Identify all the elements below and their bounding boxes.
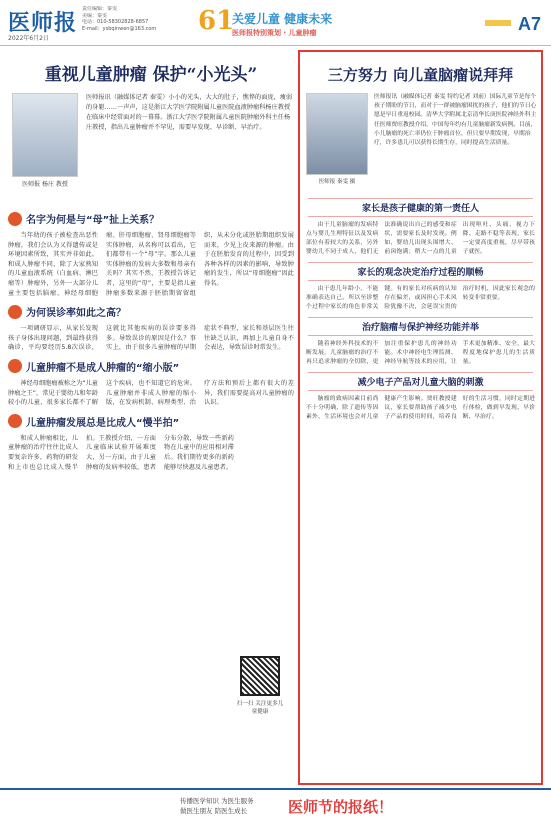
section-title: 儿童肿瘤发展总是比成人“慢半拍” — [26, 417, 180, 429]
paragraph: 当年幼的孩子被检查出恶性肿瘤，我们会认为又得遗传或是环境因素所致，其实并非如此。和成人肿瘤不同，除了大家熟知的儿童血液系统（白血病、淋巴瘤等）肿瘤外，另外一大部分儿童主要包括脑瘤、神经母细胞瘤、肝母细胞瘤、肾母细胞瘤等实体肿瘤，从名称可以看出，它们都带有一个“母”字。那么儿童实体肿瘤的发病大多数和母亲有关吗？其实不然，王教授告诉记者，这里的“母”，主要是指儿童肿瘤多数来源于胚胎期留留组织，从未分化或胚胎期组织发展而来，少见上皮来源的肿瘤。由于在胚胎发育的过程中，因受到各种各样的因素的影响，导致肿瘤的发生，所以“母细胞瘤”因此得名。 — [8, 232, 294, 297]
right-section-heading: 家长是孩子健康的第一责任人 — [308, 198, 533, 217]
slogan-line: 传播医学知识 为医生服务 — [180, 797, 254, 805]
right-section-body — [306, 340, 535, 367]
paragraph: 脑瘤的致病因素目前尚不十分明确，除了遗传等因素外，生活环境也会对儿童健康产生影响。贾旺教授建议，家长要帮助孩子减少电子产品的使用时间，培养良好的生活习惯，同时定期进行体检，做到早发现、早诊断、早治疗。 — [306, 396, 535, 420]
editor-line: 电话：010-58302828-6857 — [82, 19, 149, 25]
right-article-highlighted — [298, 50, 543, 785]
page-number-bar — [485, 20, 511, 26]
paragraph: 一项调研显示，从家长发现孩子身体出现问题，到最终获得确诊，平均要经历5.8次误诊，这就比其他疾病的误诊要多得多。导致误诊的原因是什么？事实上，由于很多儿童肿瘤的早期症状不典型，家长和基层医生往往缺乏认识，再加上儿童自身不会表达，导致误诊时常发生。 — [8, 325, 294, 352]
page-number: A7 — [517, 14, 541, 34]
left-intro-block — [8, 93, 294, 205]
section-body — [8, 231, 294, 298]
section-heading — [8, 304, 294, 319]
footer-brand: 医师节的报纸！ — [288, 798, 394, 816]
editor-line: 美编：秦雯 — [82, 12, 108, 19]
right-section-body — [306, 395, 535, 422]
children-day-banner — [198, 6, 378, 42]
section-body — [8, 324, 294, 353]
section-heading — [8, 414, 294, 429]
section-body — [8, 434, 234, 472]
photo-caption: 医师报 杨庄 教授 — [22, 181, 68, 188]
footer-slogans — [180, 796, 254, 816]
left-intro-text: 医师报讯（融媒体记者 秦雯）小小的光头，大大的肚子，憔悴的面庞，痩弱的身躯……一声声，这是浙江大学医学院附属儿童医院血液肿瘤科杨庄教授在临床中经常面对的一幕幕。浙江大学医学院附属儿童医院肿瘤外科主任杨庄教授，指出儿童肿瘤并不罕见，需要早发现、早诊断、早治疗。 — [86, 94, 293, 131]
issue-date: 2022年6月2日 — [8, 35, 49, 42]
paragraph: 由于儿童脑瘤的发病特点与婴儿生理特征以及发病部位有着较大的关系，另外婴幼儿不同于成人，他们无法准确说出自己的感受和症状，需要家长及时发现。例如，婴幼儿出现头围增大、前囟饱满；稍大一点的儿童出现呕吐、头痛、视力下降、走路不稳等表现，家长一定要高度重视，尽早带孩子就医。 — [306, 222, 535, 255]
section-title: 为何误诊率如此之高？ — [26, 308, 126, 320]
section-body — [8, 379, 294, 408]
doctor-portrait-photo — [12, 93, 78, 177]
newspaper-logo: 医师报 — [8, 10, 78, 36]
section-bullet-icon — [8, 359, 22, 373]
banner-number: 61 — [198, 6, 235, 36]
section-heading — [8, 211, 294, 226]
right-headline: 三方努力 向儿童脑瘤说拜拜 — [327, 66, 514, 84]
section-heading — [8, 359, 294, 374]
section-bullet-icon — [8, 414, 22, 428]
banner-subtitle: 医师报特别策划 · 儿童肿瘤 — [232, 29, 317, 37]
section-bullet-icon — [8, 212, 22, 226]
photo-caption: 医师报 秦雯 摄 — [318, 179, 356, 185]
right-section-body — [306, 221, 535, 257]
qr-caption: 扫一扫 关注更多儿童健康 — [236, 701, 284, 715]
paragraph: 由于患儿年龄小，不能准确表达自己，所以至诊整个过程中家长的角色非常关键。有的家长对疾病的认知存在偏差，或因担心手术风险犹豫不决，会延误宝贵的治疗时机，因此家长观念的转变非常重要。 — [306, 286, 535, 310]
section-bullet-icon — [8, 305, 22, 319]
right-section-heading: 治疗脑瘤与保护神经功能并举 — [308, 317, 533, 336]
right-intro-block — [306, 93, 535, 193]
section-title: 儿童肿瘤不是成人肿瘤的“缩小版” — [26, 362, 180, 374]
left-article — [8, 50, 294, 785]
right-intro-text: 医师报讯（融媒体记者 秦雯 特约记者 刘前）国际儿童节是每个孩子期盼的节日，而对于一群被脑瘤困扰的孩子，他们的节日心愿是早日重返校园。清华大学附属北京清华长庚医院神经外科主任医师贾旺教授介绍，中国每年约有儿童脑瘤新发病例。目前，小儿脑瘤的死亡率仍位于肿瘤首位，但只要早期发现，早期治疗，许多患儿可以获得长期生存，同时提高生活质量。 — [374, 94, 537, 147]
qr-code-icon[interactable] — [240, 656, 280, 696]
section-title: 名字为何是与“母”扯上关系？ — [26, 215, 160, 226]
paragraph: 神经母细胞瘤被称之为“儿童肿瘤之王”，常见于婴幼儿和年龄较小的儿童，很多家长都不了解这个疾病，也不知道它的危害。儿童肿瘤并非成人肿瘤的缩小版，在发病机制、病理类型、治疗方法和预后上都有很大的差异，我们需要提高对儿童肿瘤的认识。 — [8, 379, 294, 407]
banner-title: 关爱儿童 健康未来 — [232, 12, 333, 26]
right-section-heading: 减少电子产品对儿童大脑的刺激 — [308, 372, 533, 391]
right-section-heading: 家长的观念决定治疗过程的顺畅 — [308, 262, 533, 281]
editor-line: E-mail：ysbqinwen@163.com — [82, 25, 157, 32]
editor-line: 责任编辑：秦雯 — [82, 6, 118, 12]
paragraph: 和成人肿瘤相比，儿童肿瘤的治疗往往比成人要复杂许多，药物的研发和上市也总比成人慢半拍。王教授介绍，一方面儿童临床试验开展难度大，另一方面，由于儿童肿瘤的发病率较低，患者分布分散，导致一些新药物在儿童中的应用相对滞后。我们期待更多的新药能够尽快惠及儿童患者。 — [8, 434, 234, 471]
slogan-line: 做医生朋友 陪医生成长 — [180, 807, 248, 815]
left-headline: 重视儿童肿瘤 保护“小光头” — [44, 65, 258, 85]
masthead — [0, 0, 551, 46]
doctor-portrait-photo — [306, 93, 368, 175]
right-section-body — [306, 285, 535, 312]
editor-info — [82, 6, 172, 32]
qr-code-block[interactable] — [234, 656, 286, 740]
page-footer — [0, 788, 551, 823]
paragraph: 随着神经外科技术的不断发展，儿童脑瘤的治疗不再只追求肿瘤的全切除，更加注重保护患儿的神经功能。术中神经电生理监测、神经导航等技术的应用，让手术更加精准、安全，最大程度地保护患儿的生活质量。 — [306, 341, 535, 365]
